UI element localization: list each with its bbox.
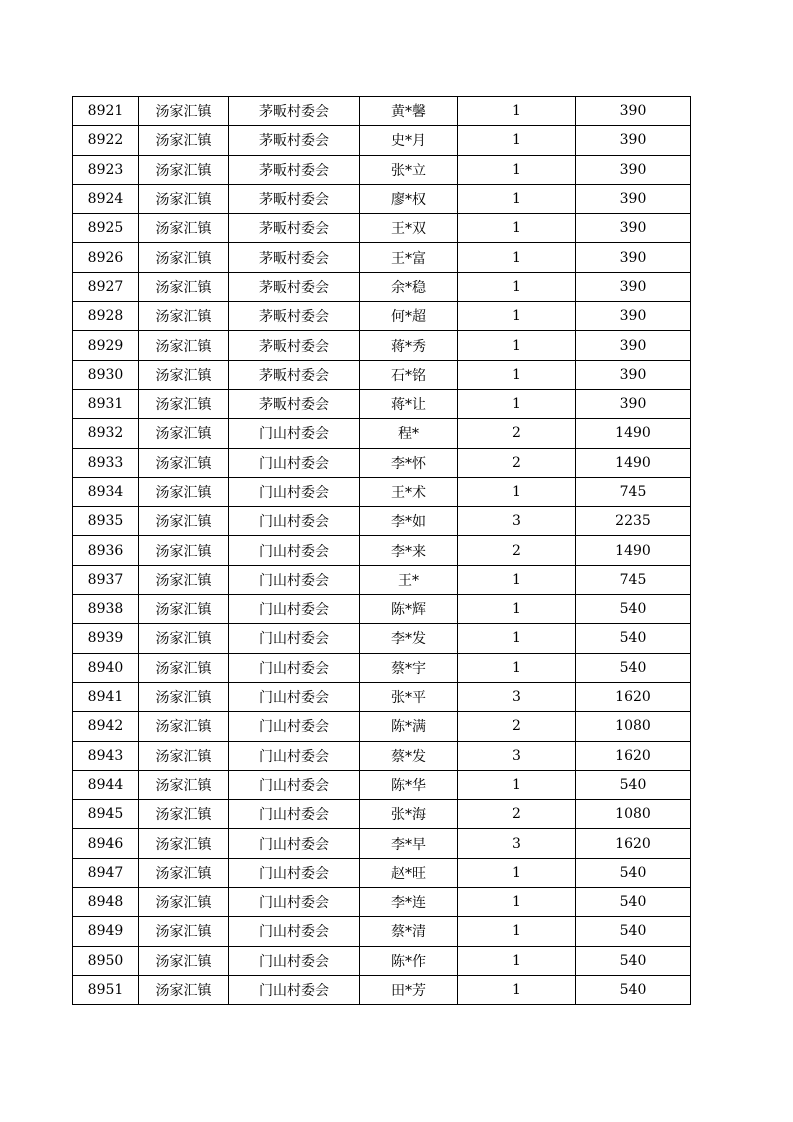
- row-id-cell: 8930: [73, 360, 139, 389]
- table-row: [73, 214, 691, 243]
- amount-cell: 1620: [576, 741, 691, 770]
- row-id-cell: 8944: [73, 770, 139, 799]
- table-row: [73, 682, 691, 711]
- town-cell: 汤家汇镇: [139, 272, 229, 301]
- amount-cell: 390: [576, 302, 691, 331]
- count-cell: 1: [458, 565, 576, 594]
- row-id-cell: 8948: [73, 888, 139, 917]
- count-cell: 2: [458, 800, 576, 829]
- amount-cell: 390: [576, 360, 691, 389]
- town-cell: 汤家汇镇: [139, 155, 229, 184]
- count-cell: 1: [458, 302, 576, 331]
- amount-cell: 390: [576, 126, 691, 155]
- amount-cell: 1490: [576, 448, 691, 477]
- name-cell: 余*稳: [360, 272, 458, 301]
- count-cell: 3: [458, 507, 576, 536]
- table-row: [73, 741, 691, 770]
- town-cell: 汤家汇镇: [139, 770, 229, 799]
- town-cell: 汤家汇镇: [139, 360, 229, 389]
- table-row: [73, 507, 691, 536]
- town-cell: 汤家汇镇: [139, 858, 229, 887]
- amount-cell: 390: [576, 331, 691, 360]
- name-cell: 蒋*让: [360, 389, 458, 418]
- amount-cell: 745: [576, 565, 691, 594]
- row-id-cell: 8939: [73, 624, 139, 653]
- name-cell: 李*发: [360, 624, 458, 653]
- amount-cell: 2235: [576, 507, 691, 536]
- village-cell: 门山村委会: [229, 858, 360, 887]
- town-cell: 汤家汇镇: [139, 800, 229, 829]
- village-cell: 门山村委会: [229, 829, 360, 858]
- count-cell: 2: [458, 712, 576, 741]
- town-cell: 汤家汇镇: [139, 419, 229, 448]
- village-cell: 门山村委会: [229, 712, 360, 741]
- village-cell: 茅畈村委会: [229, 243, 360, 272]
- table-row: [73, 243, 691, 272]
- table-row: [73, 272, 691, 301]
- village-cell: 门山村委会: [229, 448, 360, 477]
- amount-cell: 540: [576, 946, 691, 975]
- town-cell: 汤家汇镇: [139, 888, 229, 917]
- table-row: [73, 302, 691, 331]
- amount-cell: 1080: [576, 712, 691, 741]
- table-row: [73, 946, 691, 975]
- town-cell: 汤家汇镇: [139, 946, 229, 975]
- table-row: [73, 712, 691, 741]
- name-cell: 黄*馨: [360, 97, 458, 126]
- row-id-cell: 8929: [73, 331, 139, 360]
- village-cell: 茅畈村委会: [229, 97, 360, 126]
- village-cell: 门山村委会: [229, 419, 360, 448]
- amount-cell: 390: [576, 155, 691, 184]
- name-cell: 王*双: [360, 214, 458, 243]
- town-cell: 汤家汇镇: [139, 243, 229, 272]
- name-cell: 赵*旺: [360, 858, 458, 887]
- amount-cell: 540: [576, 888, 691, 917]
- amount-cell: 540: [576, 624, 691, 653]
- town-cell: 汤家汇镇: [139, 595, 229, 624]
- town-cell: 汤家汇镇: [139, 624, 229, 653]
- row-id-cell: 8923: [73, 155, 139, 184]
- amount-cell: 1620: [576, 829, 691, 858]
- row-id-cell: 8924: [73, 184, 139, 213]
- table-row: [73, 653, 691, 682]
- town-cell: 汤家汇镇: [139, 536, 229, 565]
- amount-cell: 390: [576, 214, 691, 243]
- row-id-cell: 8946: [73, 829, 139, 858]
- table-row: [73, 917, 691, 946]
- name-cell: 程*: [360, 419, 458, 448]
- town-cell: 汤家汇镇: [139, 302, 229, 331]
- amount-cell: 390: [576, 184, 691, 213]
- village-cell: 茅畈村委会: [229, 126, 360, 155]
- town-cell: 汤家汇镇: [139, 477, 229, 506]
- town-cell: 汤家汇镇: [139, 829, 229, 858]
- village-cell: 门山村委会: [229, 741, 360, 770]
- village-cell: 门山村委会: [229, 565, 360, 594]
- table-row: [73, 155, 691, 184]
- amount-cell: 540: [576, 770, 691, 799]
- count-cell: 2: [458, 419, 576, 448]
- village-cell: 茅畈村委会: [229, 155, 360, 184]
- name-cell: 陈*作: [360, 946, 458, 975]
- name-cell: 史*月: [360, 126, 458, 155]
- name-cell: 田*芳: [360, 975, 458, 1004]
- row-id-cell: 8931: [73, 389, 139, 418]
- count-cell: 3: [458, 829, 576, 858]
- town-cell: 汤家汇镇: [139, 917, 229, 946]
- row-id-cell: 8922: [73, 126, 139, 155]
- row-id-cell: 8949: [73, 917, 139, 946]
- row-id-cell: 8935: [73, 507, 139, 536]
- table-row: [73, 477, 691, 506]
- name-cell: 李*连: [360, 888, 458, 917]
- table-row: [73, 565, 691, 594]
- count-cell: 3: [458, 741, 576, 770]
- row-id-cell: 8942: [73, 712, 139, 741]
- count-cell: 1: [458, 331, 576, 360]
- count-cell: 1: [458, 946, 576, 975]
- amount-cell: 390: [576, 97, 691, 126]
- count-cell: 1: [458, 214, 576, 243]
- table-row: [73, 360, 691, 389]
- village-cell: 门山村委会: [229, 507, 360, 536]
- count-cell: 1: [458, 858, 576, 887]
- village-cell: 门山村委会: [229, 888, 360, 917]
- village-cell: 门山村委会: [229, 975, 360, 1004]
- count-cell: 1: [458, 653, 576, 682]
- count-cell: 1: [458, 888, 576, 917]
- amount-cell: 1620: [576, 682, 691, 711]
- count-cell: 1: [458, 770, 576, 799]
- name-cell: 蔡*清: [360, 917, 458, 946]
- count-cell: 1: [458, 184, 576, 213]
- town-cell: 汤家汇镇: [139, 565, 229, 594]
- village-cell: 门山村委会: [229, 477, 360, 506]
- name-cell: 廖*权: [360, 184, 458, 213]
- amount-cell: 1490: [576, 419, 691, 448]
- row-id-cell: 8947: [73, 858, 139, 887]
- table-row: [73, 770, 691, 799]
- town-cell: 汤家汇镇: [139, 682, 229, 711]
- town-cell: 汤家汇镇: [139, 975, 229, 1004]
- row-id-cell: 8936: [73, 536, 139, 565]
- town-cell: 汤家汇镇: [139, 184, 229, 213]
- row-id-cell: 8921: [73, 97, 139, 126]
- row-id-cell: 8933: [73, 448, 139, 477]
- amount-cell: 540: [576, 858, 691, 887]
- count-cell: 1: [458, 917, 576, 946]
- count-cell: 2: [458, 448, 576, 477]
- table-row: [73, 331, 691, 360]
- count-cell: 1: [458, 624, 576, 653]
- village-cell: 茅畈村委会: [229, 389, 360, 418]
- count-cell: 1: [458, 126, 576, 155]
- village-cell: 门山村委会: [229, 595, 360, 624]
- table-body: [73, 97, 691, 1005]
- count-cell: 1: [458, 97, 576, 126]
- table-row: [73, 800, 691, 829]
- amount-cell: 540: [576, 595, 691, 624]
- count-cell: 1: [458, 975, 576, 1004]
- town-cell: 汤家汇镇: [139, 214, 229, 243]
- village-cell: 门山村委会: [229, 624, 360, 653]
- amount-cell: 390: [576, 389, 691, 418]
- table-row: [73, 975, 691, 1004]
- row-id-cell: 8941: [73, 682, 139, 711]
- name-cell: 陈*华: [360, 770, 458, 799]
- row-id-cell: 8934: [73, 477, 139, 506]
- amount-cell: 540: [576, 653, 691, 682]
- row-id-cell: 8950: [73, 946, 139, 975]
- table-row: [73, 888, 691, 917]
- count-cell: 3: [458, 682, 576, 711]
- village-cell: 门山村委会: [229, 946, 360, 975]
- name-cell: 蒋*秀: [360, 331, 458, 360]
- name-cell: 李*来: [360, 536, 458, 565]
- count-cell: 1: [458, 243, 576, 272]
- town-cell: 汤家汇镇: [139, 507, 229, 536]
- village-cell: 门山村委会: [229, 682, 360, 711]
- table-row: [73, 624, 691, 653]
- table-row: [73, 97, 691, 126]
- name-cell: 石*铭: [360, 360, 458, 389]
- village-cell: 门山村委会: [229, 536, 360, 565]
- table-row: [73, 536, 691, 565]
- name-cell: 张*平: [360, 682, 458, 711]
- village-cell: 茅畈村委会: [229, 214, 360, 243]
- village-cell: 门山村委会: [229, 770, 360, 799]
- name-cell: 王*: [360, 565, 458, 594]
- name-cell: 张*海: [360, 800, 458, 829]
- name-cell: 陈*辉: [360, 595, 458, 624]
- village-cell: 茅畈村委会: [229, 184, 360, 213]
- table-row: [73, 448, 691, 477]
- village-cell: 茅畈村委会: [229, 272, 360, 301]
- village-cell: 茅畈村委会: [229, 302, 360, 331]
- amount-cell: 540: [576, 917, 691, 946]
- row-id-cell: 8940: [73, 653, 139, 682]
- count-cell: 1: [458, 155, 576, 184]
- row-id-cell: 8927: [73, 272, 139, 301]
- table-row: [73, 595, 691, 624]
- town-cell: 汤家汇镇: [139, 741, 229, 770]
- table-row: [73, 829, 691, 858]
- row-id-cell: 8951: [73, 975, 139, 1004]
- count-cell: 2: [458, 536, 576, 565]
- name-cell: 陈*满: [360, 712, 458, 741]
- table-row: [73, 184, 691, 213]
- count-cell: 1: [458, 595, 576, 624]
- name-cell: 李*如: [360, 507, 458, 536]
- row-id-cell: 8938: [73, 595, 139, 624]
- village-cell: 门山村委会: [229, 917, 360, 946]
- row-id-cell: 8925: [73, 214, 139, 243]
- village-cell: 茅畈村委会: [229, 331, 360, 360]
- town-cell: 汤家汇镇: [139, 448, 229, 477]
- town-cell: 汤家汇镇: [139, 653, 229, 682]
- name-cell: 李*早: [360, 829, 458, 858]
- town-cell: 汤家汇镇: [139, 331, 229, 360]
- row-id-cell: 8937: [73, 565, 139, 594]
- town-cell: 汤家汇镇: [139, 389, 229, 418]
- count-cell: 1: [458, 477, 576, 506]
- town-cell: 汤家汇镇: [139, 126, 229, 155]
- name-cell: 张*立: [360, 155, 458, 184]
- row-id-cell: 8928: [73, 302, 139, 331]
- table-row: [73, 858, 691, 887]
- count-cell: 1: [458, 389, 576, 418]
- amount-cell: 540: [576, 975, 691, 1004]
- name-cell: 蔡*发: [360, 741, 458, 770]
- amount-cell: 1080: [576, 800, 691, 829]
- row-id-cell: 8945: [73, 800, 139, 829]
- amount-cell: 745: [576, 477, 691, 506]
- name-cell: 何*超: [360, 302, 458, 331]
- table-row: [73, 126, 691, 155]
- name-cell: 王*富: [360, 243, 458, 272]
- town-cell: 汤家汇镇: [139, 712, 229, 741]
- name-cell: 王*术: [360, 477, 458, 506]
- amount-cell: 390: [576, 272, 691, 301]
- village-cell: 门山村委会: [229, 653, 360, 682]
- amount-cell: 390: [576, 243, 691, 272]
- amount-cell: 1490: [576, 536, 691, 565]
- village-cell: 茅畈村委会: [229, 360, 360, 389]
- name-cell: 蔡*宇: [360, 653, 458, 682]
- data-table: [72, 96, 691, 1005]
- row-id-cell: 8932: [73, 419, 139, 448]
- town-cell: 汤家汇镇: [139, 97, 229, 126]
- village-cell: 门山村委会: [229, 800, 360, 829]
- table-row: [73, 389, 691, 418]
- count-cell: 1: [458, 272, 576, 301]
- count-cell: 1: [458, 360, 576, 389]
- name-cell: 李*怀: [360, 448, 458, 477]
- row-id-cell: 8926: [73, 243, 139, 272]
- table-row: [73, 419, 691, 448]
- row-id-cell: 8943: [73, 741, 139, 770]
